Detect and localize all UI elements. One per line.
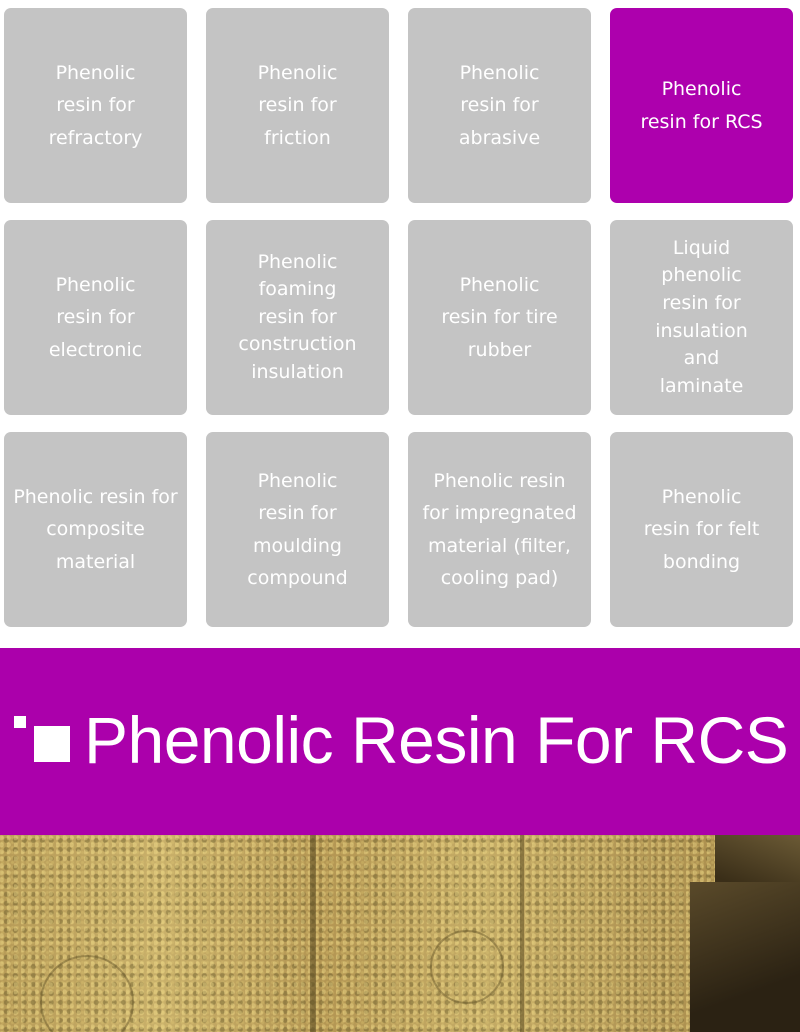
tile-label: Phenolic resin for moulding compound [247,469,348,589]
tile-label: Phenolic resin for tire rubber [441,274,558,361]
tile-refractory[interactable] [4,8,187,203]
tile-label: Phenolic foaming resin for construction insulation [238,250,357,383]
tile-composite[interactable] [4,432,187,627]
tile-label: Phenolic resin for felt bonding [643,486,760,573]
tile-label: Phenolic resin for electronic [48,274,143,361]
product-photo [0,835,800,1032]
tile-label: Phenolic resin for friction [257,62,338,149]
tile-rcs[interactable] [610,8,793,203]
tile-abrasive[interactable] [408,8,591,203]
tile-friction[interactable] [206,8,389,203]
tile-label: Liquid phenolic resin for insulation and laminate [655,236,748,397]
tile-construction-insulation[interactable] [206,220,389,415]
tile-electronic[interactable] [4,220,187,415]
tile-label: Phenolic resin for refractory [48,62,143,149]
category-grid [4,8,792,628]
tile-label: Phenolic resin for RCS [640,78,763,133]
tile-tire-rubber[interactable] [408,220,591,415]
tile-moulding-compound[interactable] [206,432,389,627]
tile-label: Phenolic resin for impregnated material (filter, cooling pad) [422,469,577,589]
tile-felt-bonding[interactable] [610,432,793,627]
tile-label: Phenolic resin for composite material [13,486,178,573]
banner-title: Phenolic Resin For RCS [84,703,789,777]
tile-label: Phenolic resin for abrasive [458,62,541,149]
square-bullet-icon [14,716,74,766]
tile-insulation-laminate[interactable] [610,220,793,415]
tile-impregnated-material[interactable] [408,432,591,627]
title-banner [0,648,800,835]
